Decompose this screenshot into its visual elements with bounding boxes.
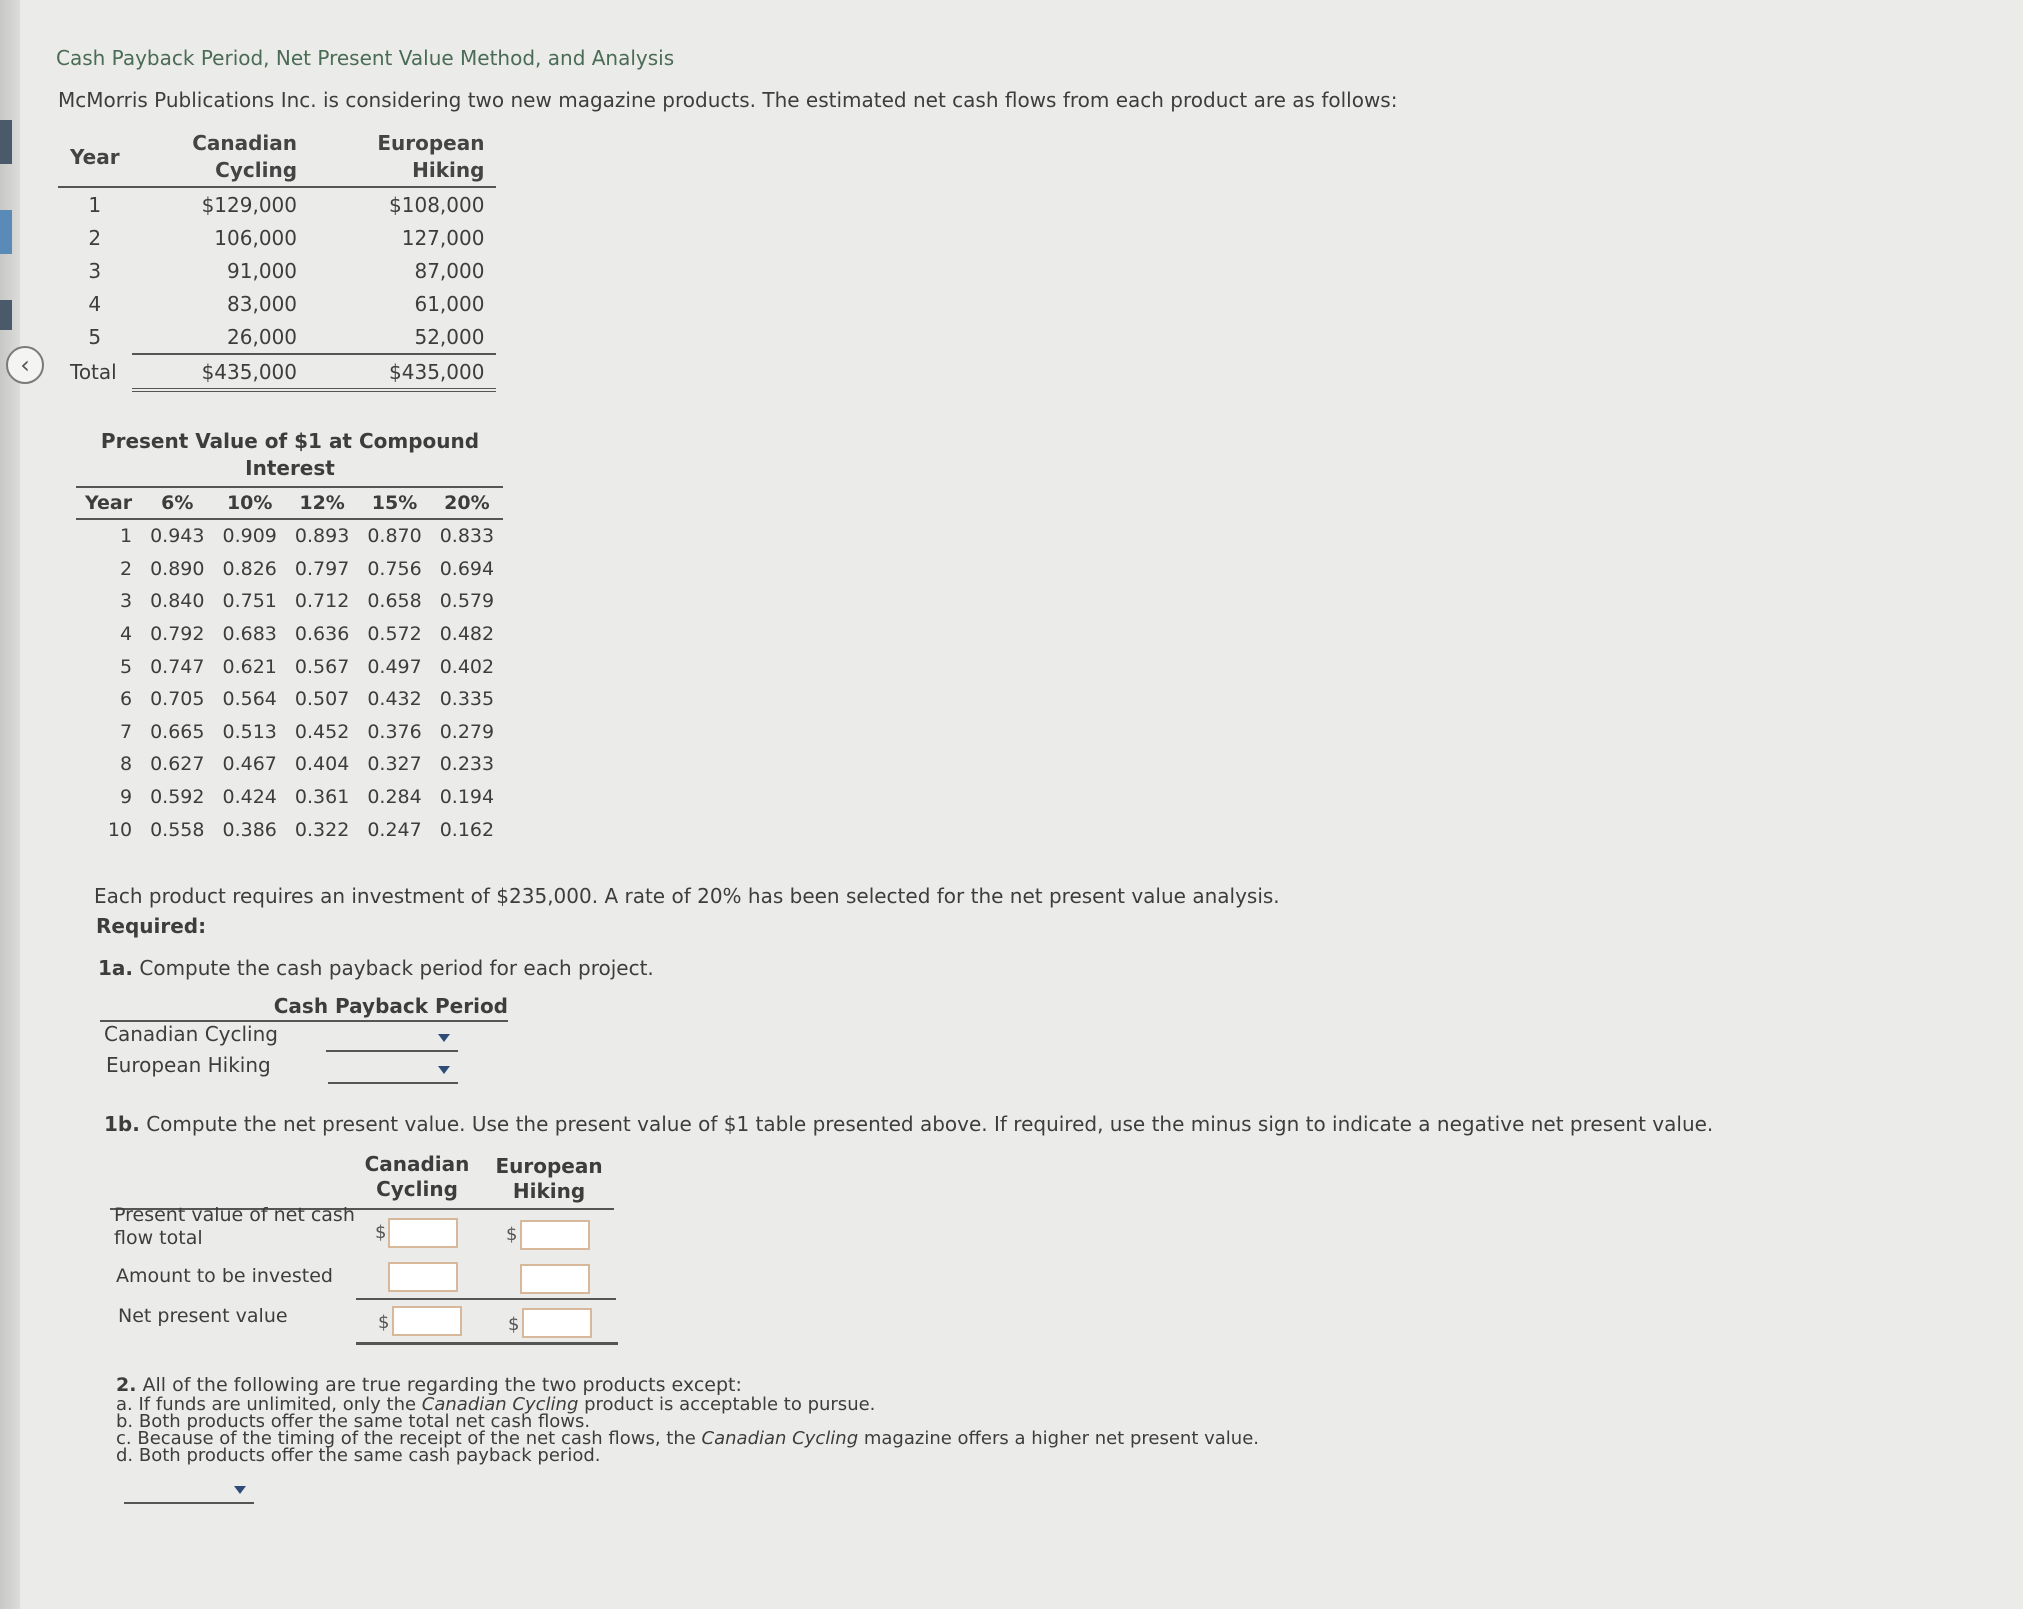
pv-row xyxy=(76,585,503,618)
pv-factor-cell: 0.592 xyxy=(150,786,205,809)
question-2-answer-select[interactable] xyxy=(124,1478,254,1504)
pv-factor-cell: 0.833 xyxy=(439,525,495,548)
back-button[interactable] xyxy=(6,346,44,384)
dollar-sign: $ xyxy=(508,1314,520,1335)
pv-row xyxy=(76,519,503,553)
pv-factor-cell: 0.694 xyxy=(439,557,495,580)
npv-sum-rule xyxy=(356,1298,616,1300)
pv-factor-cell: 0.564 xyxy=(222,688,277,711)
pv-year-cell: 3 xyxy=(120,590,133,613)
option-d: d. Both products offer the same cash payback period. xyxy=(116,1445,601,1466)
strip-tab xyxy=(0,300,12,330)
label-net-present-value: Net present value xyxy=(118,1305,288,1327)
pv-factor-cell: 0.909 xyxy=(222,525,277,548)
canadian-cycling-payback-select[interactable] xyxy=(326,1026,458,1052)
pv-factor-cell: 0.621 xyxy=(222,655,277,678)
invest-canadian-input[interactable] xyxy=(388,1262,458,1292)
table-row: 4 83,000 61,000 xyxy=(88,291,485,316)
pv-canadian-input[interactable] xyxy=(388,1218,458,1248)
pv-row xyxy=(76,781,503,814)
dollar-sign: $ xyxy=(375,1222,387,1243)
npv-col-canadian-cycling: Canadian Cycling xyxy=(364,1152,470,1201)
caret-down-icon xyxy=(438,1066,450,1074)
table-row: 5 26,000 52,000 xyxy=(58,320,496,354)
pv-factor-cell: 0.424 xyxy=(222,786,277,809)
pv-factor-cell: 0.361 xyxy=(294,786,350,809)
pv-year-cell: 4 xyxy=(120,623,133,646)
present-value-table xyxy=(76,486,503,846)
pv-factor-cell: 0.943 xyxy=(150,525,205,548)
pv-factor-cell: 0.890 xyxy=(150,557,205,580)
pv-factor-cell: 0.404 xyxy=(294,753,350,776)
pv-factor-cell: 0.683 xyxy=(222,623,277,646)
pv-factor-cell: 0.452 xyxy=(294,720,350,743)
dollar-sign: $ xyxy=(506,1224,518,1245)
pv-factor-cell: 0.893 xyxy=(294,525,350,548)
npv-european-input[interactable] xyxy=(522,1308,592,1338)
pv-factor-cell: 0.747 xyxy=(150,655,205,678)
strip-tab xyxy=(0,210,12,254)
pv-factor-cell: 0.636 xyxy=(294,623,350,646)
label-european-hiking: European Hiking xyxy=(106,1053,271,1077)
pv-factor-cell: 0.247 xyxy=(367,818,422,841)
pv-factor-cell: 0.402 xyxy=(439,655,495,678)
pv-row xyxy=(76,553,503,586)
pv-factor-cell: 0.513 xyxy=(222,720,277,743)
pv-factor-cell: 0.797 xyxy=(294,557,350,580)
investment-text: Each product requires an investment of $235,000. A rate of 20% has been selected for the net present value analysis. xyxy=(94,884,1280,908)
caret-down-icon xyxy=(234,1486,246,1494)
pv-factor-cell: 0.386 xyxy=(222,818,277,841)
pv-row xyxy=(76,683,503,716)
pv-header-row: Year 6% 10% 12% 15% 20% xyxy=(76,487,503,519)
intro-text: McMorris Publications Inc. is considering two new magazine products. The estimated net cash flows from each product are as follows: xyxy=(58,88,1398,112)
pv-row xyxy=(76,748,503,781)
npv-col-european-hiking: European Hiking xyxy=(495,1154,603,1203)
npv-canadian-input[interactable] xyxy=(392,1306,462,1336)
pv-row xyxy=(76,650,503,683)
left-edge-strip xyxy=(0,0,20,1609)
pv-european-input[interactable] xyxy=(520,1220,590,1250)
col-year: Year xyxy=(58,128,132,187)
pv-factor-cell: 0.627 xyxy=(150,753,205,776)
pv-factor-cell: 0.432 xyxy=(367,688,422,711)
pv-factor-cell: 0.870 xyxy=(367,525,422,548)
pv-factor-cell: 0.162 xyxy=(439,818,495,841)
pv-factor-cell: 0.558 xyxy=(150,818,205,841)
cash-payback-header: Cash Payback Period xyxy=(100,994,508,1022)
label-amount-invested: Amount to be invested xyxy=(116,1265,333,1287)
pv-factor-cell: 0.322 xyxy=(294,818,350,841)
pv-factor-cell: 0.658 xyxy=(367,590,422,613)
pv-factor-cell: 0.751 xyxy=(222,590,277,613)
pv-factor-cell: 0.467 xyxy=(222,753,277,776)
pv-factor-cell: 0.756 xyxy=(367,557,422,580)
chevron-left-icon: ‹ xyxy=(20,351,30,379)
pv-table-title: Present Value of $1 at Compound Interest xyxy=(100,429,480,480)
pv-year-cell: 8 xyxy=(120,753,133,776)
dollar-sign: $ xyxy=(378,1312,390,1333)
pv-year-cell: 5 xyxy=(120,655,133,678)
pv-factor-cell: 0.482 xyxy=(439,623,495,646)
total-row: Total $435,000 $435,000 xyxy=(58,354,496,390)
pv-year-cell: 9 xyxy=(120,786,133,809)
pv-factor-cell: 0.194 xyxy=(439,786,495,809)
pv-factor-cell: 0.376 xyxy=(367,720,422,743)
caret-down-icon xyxy=(438,1034,450,1042)
pv-factor-cell: 0.497 xyxy=(367,655,422,678)
question-1b: 1b. Compute the net present value. Use the present value of $1 table presented above. If required, use the minus sign to indicate a negative net present value. xyxy=(104,1112,1714,1136)
pv-factor-cell: 0.826 xyxy=(222,557,277,580)
npv-total-rule xyxy=(356,1342,618,1345)
pv-factor-cell: 0.705 xyxy=(150,688,205,711)
pv-year-cell: 6 xyxy=(120,688,133,711)
pv-row xyxy=(76,618,503,651)
pv-factor-cell: 0.712 xyxy=(294,590,350,613)
required-label: Required: xyxy=(96,914,207,938)
strip-tab xyxy=(0,120,12,164)
pv-factor-cell: 0.792 xyxy=(150,623,205,646)
pv-factor-cell: 0.572 xyxy=(367,623,422,646)
pv-factor-cell: 0.327 xyxy=(367,753,422,776)
table-row: 2 106,000 127,000 xyxy=(88,225,485,250)
pv-row xyxy=(76,813,503,846)
pv-factor-cell: 0.284 xyxy=(367,786,422,809)
label-canadian-cycling: Canadian Cycling xyxy=(104,1022,278,1046)
pv-factor-cell: 0.507 xyxy=(294,688,350,711)
pv-year-cell: 7 xyxy=(120,720,133,743)
col-european-hiking: European Hiking xyxy=(309,128,496,187)
invest-european-input[interactable] xyxy=(520,1264,590,1294)
question-2-options xyxy=(116,1396,1259,1464)
pv-factor-cell: 0.840 xyxy=(150,590,205,613)
option-a: a. If funds are unlimited, only the Canadian Cycling product is acceptable to pursue. xyxy=(116,1394,876,1415)
pv-factor-cell: 0.233 xyxy=(439,753,495,776)
table-row: 3 91,000 87,000 xyxy=(88,258,485,283)
table-row: 1 $129,000 $108,000 xyxy=(88,192,485,217)
question-1a: 1a. Compute the cash payback period for each project. xyxy=(98,956,654,980)
cash-flow-table xyxy=(58,128,496,392)
pv-year-cell: 10 xyxy=(107,818,133,841)
pv-year-cell: 1 xyxy=(120,525,133,548)
pv-factor-cell: 0.335 xyxy=(439,688,495,711)
pv-factor-cell: 0.567 xyxy=(294,655,350,678)
option-b: b. Both products offer the same total net cash flows. xyxy=(116,1411,591,1432)
pv-factor-cell: 0.579 xyxy=(439,590,495,613)
european-hiking-payback-select[interactable] xyxy=(328,1058,458,1084)
question-2: 2. All of the following are true regarding the two products except: xyxy=(116,1374,742,1396)
pv-factor-cell: 0.279 xyxy=(439,720,495,743)
pv-row xyxy=(76,716,503,749)
col-canadian-cycling: Canadian Cycling xyxy=(132,128,309,187)
pv-factor-cell: 0.665 xyxy=(150,720,205,743)
page-title: Cash Payback Period, Net Present Value Method, and Analysis xyxy=(56,46,675,70)
label-pv-net-cash-flow: Present value of net cash flow total xyxy=(114,1204,355,1249)
pv-year-cell: 2 xyxy=(120,557,133,580)
option-c: c. Because of the timing of the receipt of the net cash flows, the Canadian Cycling magazine offers a higher net present value. xyxy=(116,1428,1259,1449)
